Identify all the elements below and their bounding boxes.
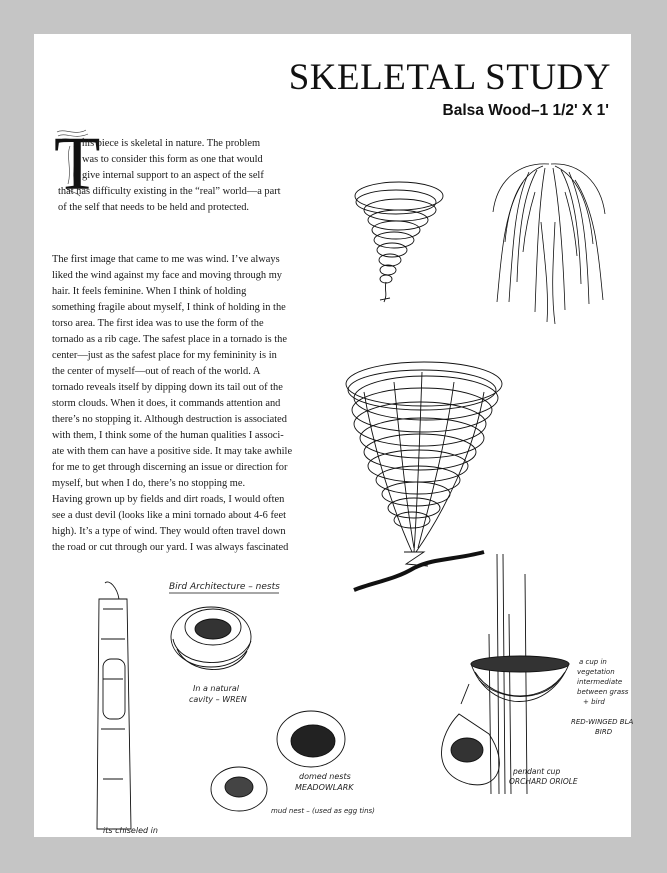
text-line: ate with them can have a positive side. It may take awhile (52, 446, 293, 457)
pendant-cup-note: pendant cup ORCHARD ORIOLE (509, 767, 578, 786)
text-line: tornado as a rib cage. The safest place in a tornado is the (52, 334, 287, 345)
text-line: torso area. The first idea was to use the form of the (52, 318, 264, 329)
cup-nests-sketch-icon (399, 554, 634, 799)
mud-nest-note: mud nest – (used as egg tins) (271, 807, 375, 815)
text-line: give internal support to an aspect of the self (82, 170, 264, 181)
text-line: The first image that came to me was wind. I’ve always (52, 254, 280, 265)
intro-paragraph (58, 136, 281, 216)
text-line: see a dust devil (looks like a mini tornado about 4-6 feet (52, 510, 287, 521)
wind-paragraph (52, 252, 292, 492)
text-line: liked the wind against my face and moving through my (52, 270, 282, 281)
text-line: was to consider this form as one that would (82, 154, 263, 165)
text-line: hair. It feels feminine. When I think of holding (52, 286, 247, 297)
text-line: the center of myself—out of reach of the world. A (52, 366, 261, 377)
text-line: center—just as the safest place for my femininity is in (52, 350, 277, 361)
dust-devil-paragraph (52, 492, 288, 556)
bird-architecture-note: Bird Architecture – nests (169, 582, 280, 592)
text-line: something fragile about myself, I think of holding in the (52, 302, 286, 313)
bird-nests-sketch-icon (89, 579, 379, 837)
page-title: SKELETAL STUDY (288, 57, 611, 98)
text-line: Having grown up by fields and dirt roads, I would often (52, 494, 285, 505)
willow-sketch-icon (479, 152, 619, 332)
text-line: the road or cut through our yard. I was always fascinated (52, 542, 289, 553)
page-subtitle: Balsa Wood–1 1/2' X 1' (442, 102, 609, 119)
text-line: his piece is skeletal in nature. The problem (82, 138, 261, 149)
chiseled-in-note: its chiseled in (103, 826, 158, 835)
text-line: that has difficulty existing in the “real” world—a part (58, 186, 281, 197)
red-winged-note: RED-WINGED BLA BIRD (571, 718, 634, 736)
domed-nests-note: domed nests MEADOWLARK (295, 772, 354, 792)
text-line: for me to get through discerning an issue or direction for (52, 462, 288, 473)
text-line: myself, but when I do, there’s no stopping me. (52, 478, 246, 489)
text-line: with them, I think some of the human qualities I associ- (52, 430, 284, 441)
document-page (34, 34, 634, 837)
text-line: there’s no stopping it. Although destruction is associated (52, 414, 287, 425)
tornado-sketch-icon (344, 174, 464, 314)
cup-vegetation-note: a cup in vegetation intermediate between grass + bird (577, 658, 629, 706)
drop-cap-letter: T (54, 122, 101, 206)
natural-cavity-note: In a natural cavity – WREN (189, 684, 247, 704)
text-line: storm clouds. When it does, it commands attention and (52, 398, 281, 409)
text-line: of the self that needs to be held and protected. (58, 202, 250, 213)
text-line: tornado reveals itself by dipping down its tail out of the (52, 382, 283, 393)
text-line: high). It’s a type of wind. They would often travel down (52, 526, 286, 537)
